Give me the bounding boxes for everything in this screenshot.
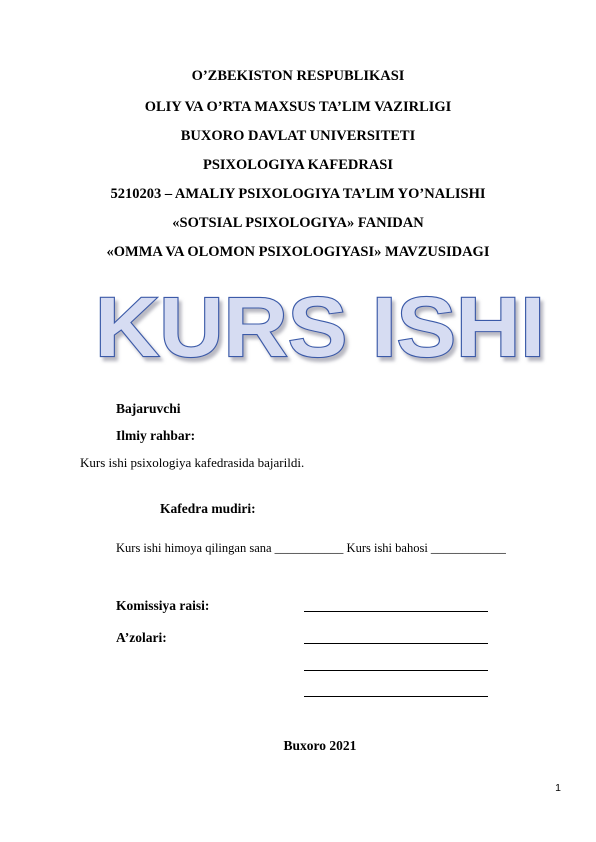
completed-text: Kurs ishi psixologiya kafedrasida bajarildi. [80,455,305,470]
kurs-ishi-title [90,284,550,374]
title-text: KURS ISHI [95,284,545,374]
chair-signature-line [304,611,488,612]
member-signature-line [304,670,488,671]
topic-line: «OMMA VA OLOMON PSIXOLOGIYASI» MAVZUSIDAGI [106,244,490,260]
subject-line: «SOTSIAL PSIXOLOGIYA» FANIDAN [172,215,424,231]
university-name: BUXORO DAVLAT UNIVERSITETI [180,128,416,144]
defense-date-line: Kurs ishi himoya qilingan sana ___________ Kurs ishi bahosi ____________ [116,541,506,555]
commission-members-label: A’zolari: [116,630,167,645]
commission-chair-label: Komissiya raisi: [116,598,210,613]
department-name: PSIXOLOGIYA KAFEDRASI [202,157,394,173]
page-number: 1 [555,782,561,794]
specialty-line: 5210203 – AMALIY PSIXOLOGIYA TA’LIM YO’NALISHI [110,186,486,202]
ministry-name: OLIY VA O’RTA MAXSUS TA’LIM VAZIRLIGI [144,99,452,115]
supervisor-label: Ilmiy rahbar: [116,428,196,443]
member-signature-line [304,696,488,697]
department-head-label: Kafedra mudiri: [160,501,256,516]
member-signature-line [304,643,488,644]
ministry-country: O’ZBEKISTON RESPUBLIKASI [191,68,405,84]
performer-label: Bajaruvchi [116,401,181,416]
city-year: Buxoro 2021 [283,738,357,753]
